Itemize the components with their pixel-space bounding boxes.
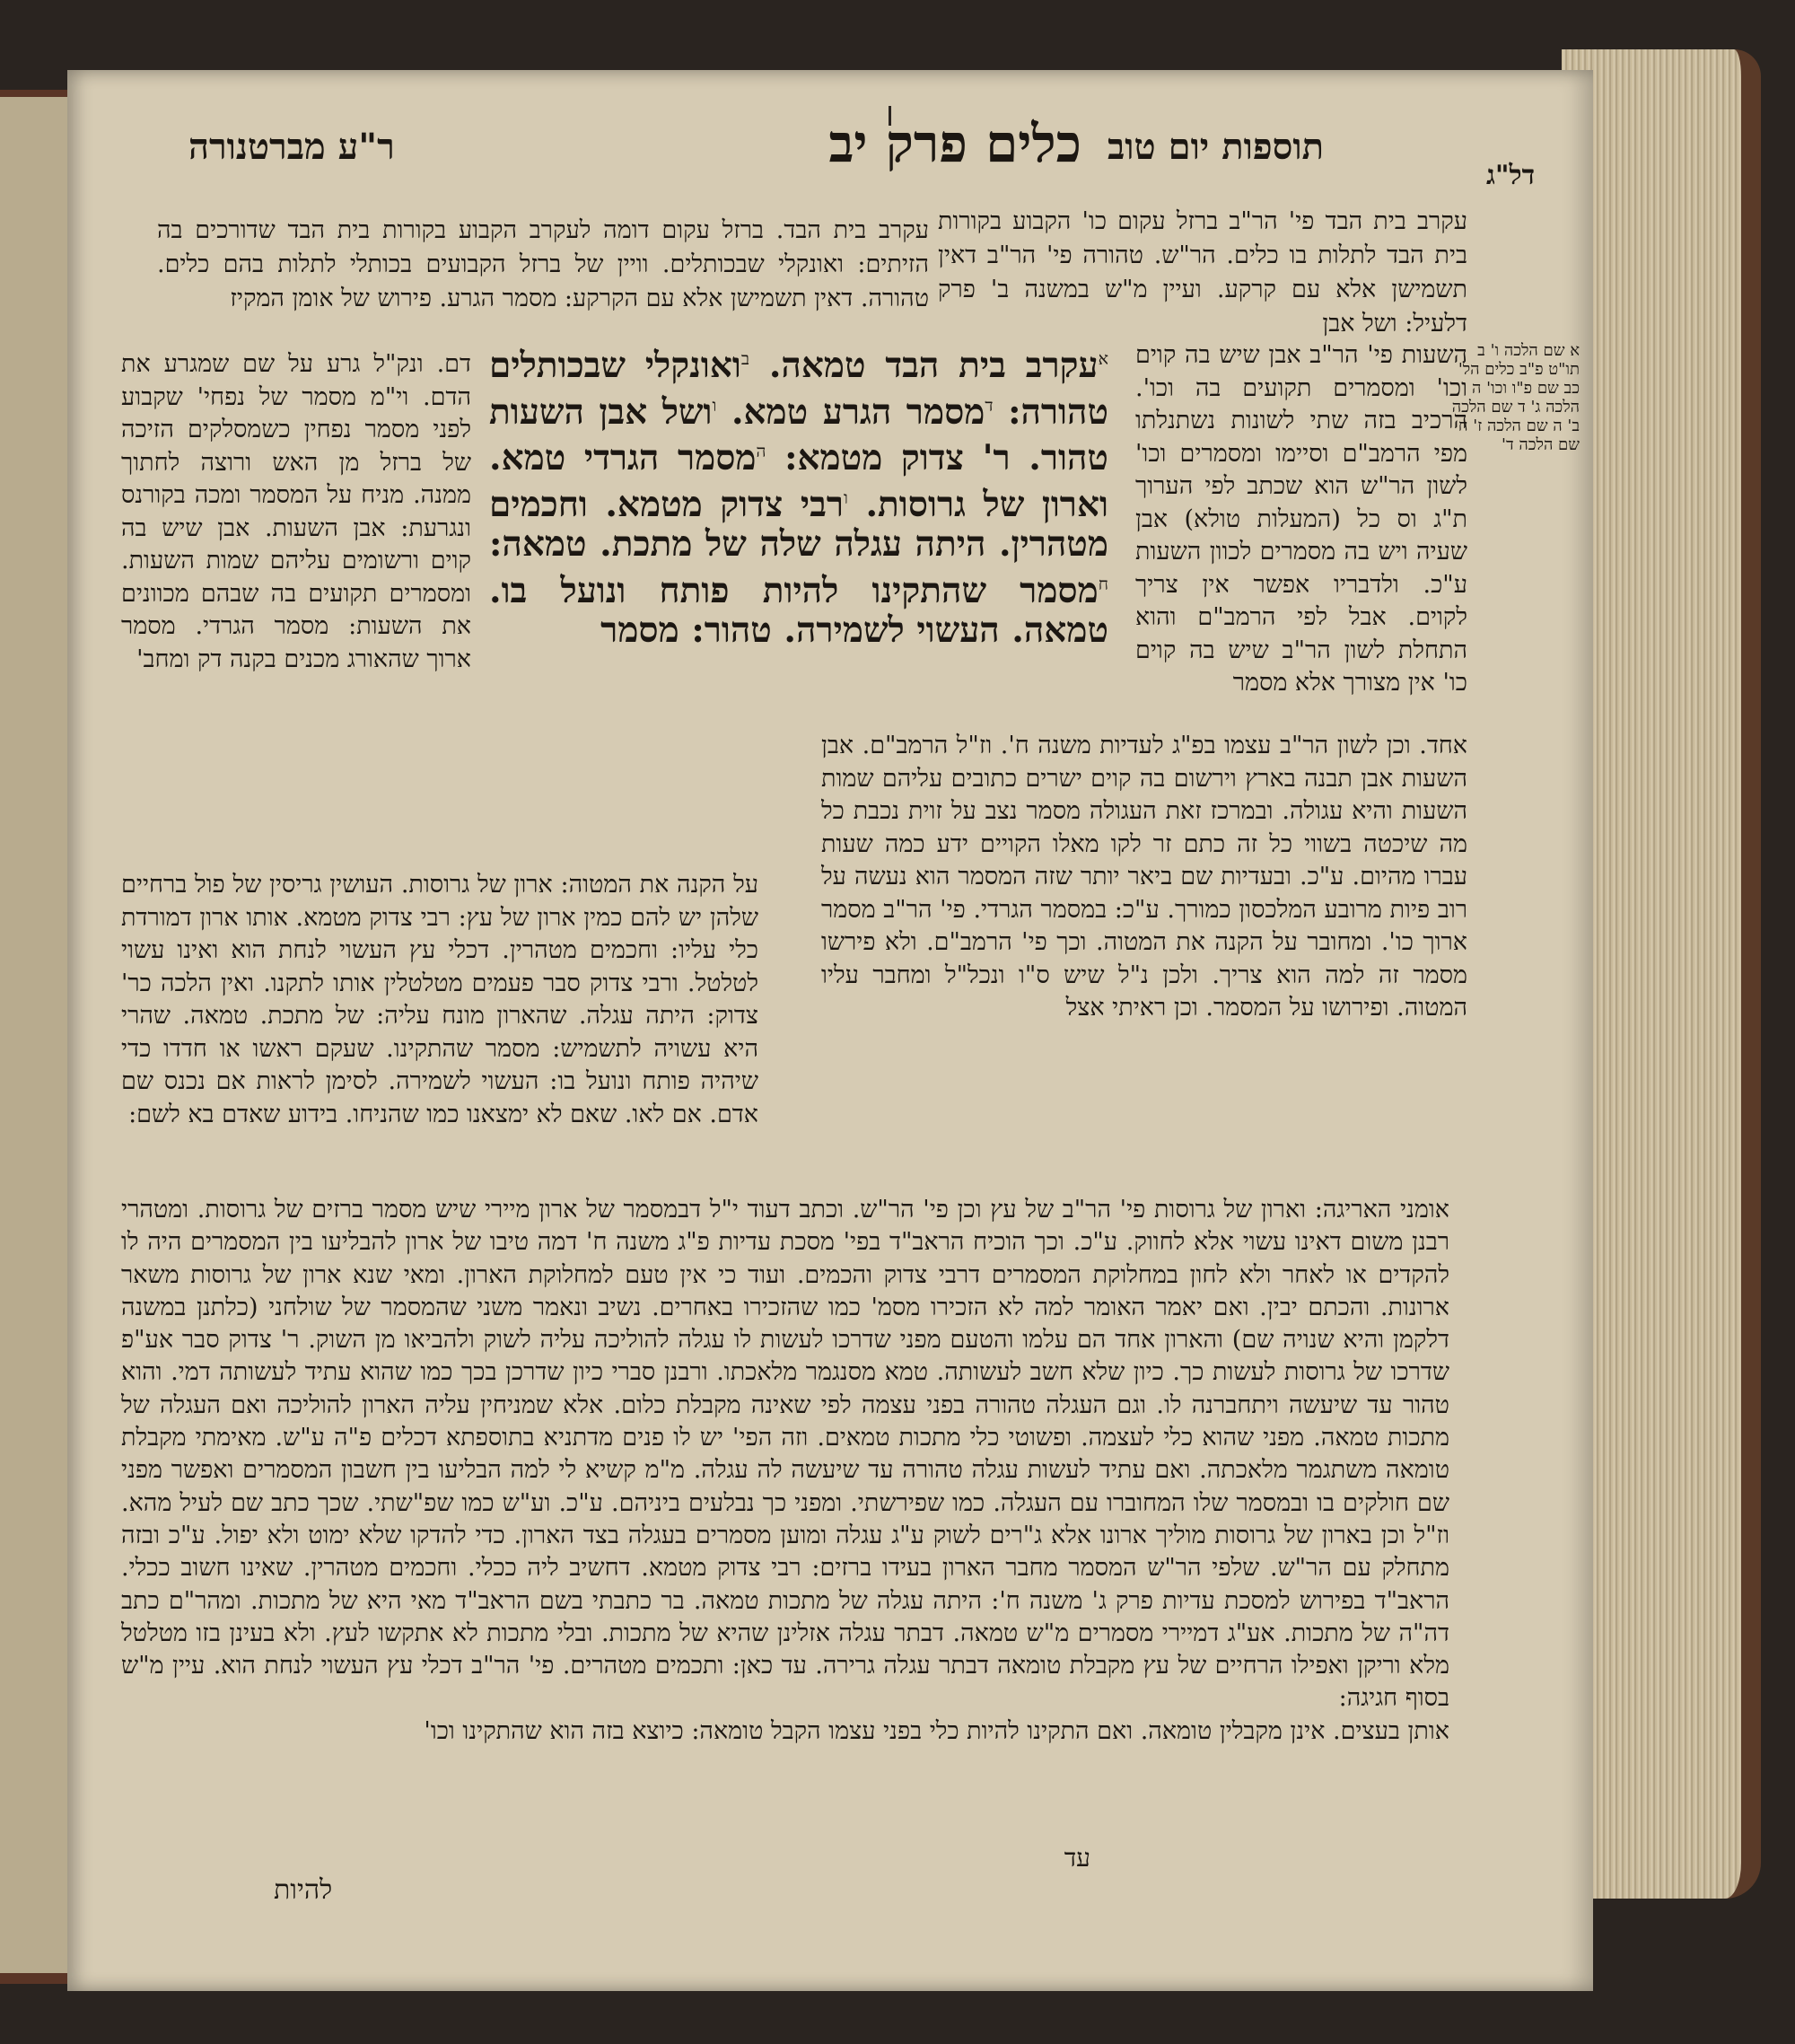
bartenura-top <box>157 214 929 316</box>
right-tag: דל"ג <box>1486 160 1535 191</box>
mishnah-ref-6: ו <box>844 487 848 508</box>
tosafot-bottom <box>121 1194 1449 1885</box>
mishnah-ref-3: ד <box>985 395 994 416</box>
bartenura-top-text: עקרב בית הבד. ברזל עקום דומה לעקרב הקבוע בקורות בית הבד שדורכים בה הזיתים: ואונקלי שבכותלים. וויין של ברזל הקבועים בכותלי לתלות בהם כלים. טהורה. דאין תשמישן אלא עם הקרקע: מסמר הגרע. פירוש של אומן המקיז <box>157 216 929 312</box>
mishnah-text <box>489 339 1108 761</box>
bartenura-title: ר"ע מברטנורה <box>188 126 395 168</box>
mishnah-ref-2: ב <box>740 349 750 369</box>
mishnah-segment-3: מסמר הגרע טמא. <box>731 390 985 433</box>
bartenura-column-text: דם. ונק"ל גרע על שם שמגרע את הדם. וי"מ מסמר של נפחי' שקבוע לפני מסמר נפחין כשמסלקים הזיכה של ברזל מן האש ורוצה לחתוך ממנה. מניח על המסמר ומכה בקורנס ונגרעת: אבן השעות. אבן שיש בה קוים ורשומים עליהם שמות השעות. ומסמרים תקועים בה שבהם מכוונים את השעות: מסמר הגרדי. מסמר ארוך שהאורג מכנים בקנה דק ומחב' <box>121 350 471 673</box>
bartenura-middle-text: על הקנה את המטוה: ארון של גרוסות. העושין גריסין של פול ברחיים שלהן יש להם כמין ארון של עץ: רבי צדוק מטמא. אותו ארון דמורדת כלי עליו: וחכמים מטהרין. דכלי עץ העשוי לנחת הוא ואינו עשוי לטלטל. ורבי צדוק סבר פעמים מטלטלין אותו לתקנו. ואין הלכה כר' צדוק: היתה עגלה. שהארון מונח עליה: של מתכת. טמאה. שהרי היא עשויה לתשמיש: מסמר שהתקינו. שעקם ראשו או חדדו כדי שיהיה פותח ונועל בו: העשוי לשמירה. לסימן לראות אם נכנס שם אדם. אם לאו. שאם לא ימצאנו כמו שהניחו. בידוע שאדם בא לשם: <box>121 871 758 1128</box>
tosafot-middle <box>821 730 1467 1188</box>
margin-notes-text: א שם הלכה ו' ב תו"ט פ"ב כלים הל' כב שם פ"ו וכו' ה הלכה ג' ד שם הלכה ב' ה שם הלכה ז' ח שם הלכה ד' <box>1451 341 1580 454</box>
tosafot-top <box>938 205 1467 341</box>
mishnah-ref-4: ו <box>712 395 717 416</box>
bartenura-catchword: עד <box>1064 1843 1090 1873</box>
mishnah-segment-6: רבי צדוק מטמא. וחכמים מטהרין. היתה עגלה שלה של מתכת. טמאה: <box>489 483 1108 565</box>
mishnah-ref-5: ה <box>756 442 766 461</box>
margin-notes <box>1445 341 1580 454</box>
mishnah-segment-7: מסמר שהתקינו להיות פותח ונועל בו. טמאה. העשוי לשמירה. טהור: <box>489 569 1108 651</box>
facing-page-edge <box>0 97 74 1973</box>
chapter-title: כלים פרק יב <box>828 113 1081 174</box>
bartenura-column <box>121 348 471 860</box>
mishnah-ref-1: א <box>1098 349 1109 369</box>
tosafot-top-text: עקרב בית הבד פי' הר"ב ברזל עקום כו' הקבוע בקורות בית הבד לתלות בו כלים. הר"ש. טהורה פי' הר"ב דאין תשמישן אלא עם קרקע. ועיין מ"ש במשנה ב' פרק דלעיל: ושל אבן <box>938 207 1467 338</box>
tosafot-middle-text: אחד. וכן לשון הר"ב עצמו בפ"ג לעדיות משנה ח'. וז"ל הרמב"ם. אבן השעות אבן תבנה בארץ וירשום בה קוים ישרים כתובים עליהם שמות השעות והיא עגולה. ובמרכז זאת העגולה מסמר נצב על זוית נכבת כל מה שיכטה בשווי כל זה כתם זר לקו מאלו הקויים ידע כמה שעות עברו מהיום. ע"כ. ובעדיות שם ביאר יותר שזה המסמר הוא נעשה על רוב פיות מרובע המלכסון כמורך. ע"כ: במסמר הגרדי. פי' הר"ב מסמר ארוך כו'. ומחובר על הקנה את המטוה. וכך פי' הרמב"ם. ולא פירשו מסמר זה למה הוא צריך. ולכן נ"ל שיש ס"ו ונכל"ל ומחבר עליו המטוה. ופירושו על המסמר. וכן ראיתי אצל <box>821 732 1467 1022</box>
mishnah-segment-1: עקרב בית הבד טמאה. <box>768 345 1099 386</box>
mishnah-catchword: מסמר <box>600 610 679 651</box>
bartenura-bottom-text: אותן בעצים. אינן מקבלין טומאה. ואם התקינו להיות כלי בפני עצמו הקבל טומאה: כיוצא בזה הוא שהתקינו וכו' <box>424 1716 1449 1745</box>
mishnah-segment-4: ושל אבן השעות טהור. ר' צדוק מטמא: <box>489 390 1108 478</box>
bartenura-middle <box>121 869 758 1165</box>
book-page <box>67 70 1593 1991</box>
running-title: תוספות יום טוב <box>1108 126 1324 168</box>
mishnah-segment-5: מסמר הגרדי טמא. וארון של גרוסות. <box>489 437 1108 525</box>
mishnah-segment-2: ואונקלי שבכותלים טהורה: <box>489 345 1109 433</box>
tosafot-bottom-text: אומני האריגה: וארון של גרוסות פי' הר"ב של עץ וכן פי' הר"ש. וכתב דעוד י"ל דבמסמר של ארון מיירי שיש מסמר ברזים של גרוסות. ומטהרי רבנן משום דאינו עשוי אלא לחווק. ע"כ. וכך הוכיח הראב"ד בפי' מסכת עדיות פ"ג משנה ח' דמה טיבו של ארון להבליעו בין המסמרים היה לו להקדים או לאחר ולא לחון במחלוקת המסמרים דרבי צדוק והכמים. ועוד כי אין טעם למחלוקת הארון. ומאי שנא ארון של גרוסות משאר ארונות. והכתם יבין. ואם יאמר האומר למה לא הזכירו מסמ' כמו שהזכירו באחרים. נשיב ונאמר משני שהמסמר של שולחני (כלתנן במשנה דלקמן והיא שנויה שם) והארון אחד הם עלמו והטעם מפני שדרכו לעשות לו עגלה להוליכה עליה לשוק ולהביאו מן השוק. ר' צדוק סבר אע"פ שדרכו של גרוסות לעשות כך. כיון שלא חשב לעשותה. טמא מסנגמר מלאכתו. ורבנן סברי כיון שדרכן בכך כמו שהוא עתיד לעשותה דמי. והוא טהור עד שיעשה ויתחברנה לו. וגם העגלה טהורה בפני עצמה לפי שאינה מקבלת כלום. אלא שמניחין עליה הארון להוליכה ואם העגלה של מתכות טמאה. מפני שהוא כלי לעצמה. ופשוטי כלי מתכות טמאים. וזה הפי' יש לו פנים מדתניא בתוספתא דכלים פ"ה ע"ש. מאימתי מקבלת טומאה משתגמר מלאכתה. ואם עתיד לעשות עגלה טהורה עד שיעשה לה עגלה. מ"מ קשיא לי למה הבליעו בין חשבון המסמרים ואפשר מפני שם חולקים בו ובמסמר שלו המחוברו עם העגלה. כמו שפירשתי. ומפני כך נבלעים ביניהם. ע"כ. וע"ש כמו שפ"שתי. שכך כתב שם לעיל מהא. וז"ל וכן בארון של גרוסות מוליך ארונו אלא ג"רים לשוק ע"ג עגלה ומוען מסמרים בעגלה בצד הארון. כדי להדקו שלא ימוט ולא יפול. ע"כ ובזה מתחלק עם הר"ש. שלפי הר"ש המסמר מחבר הארון בעידו ברזים: רבי צדוק מטמא. דחשיב ליה ככלי. וחכמים מטהרין. שאינו חשוב ככלי. הראב"ד בפירוש למסכת עדיות פרק ג' משנה ח': היתה עגלה של מתכות טמאה. בר כתבתי בשם הראב"ד מאי היא של מתכות. ומהר"ם כתב דה"ה של מתכות. אע"ג דמיירי מסמרים מ"ש טמאה. דבתר עגלה אזלינן שהיא של מתכות. ובלי מתכות לא אתקשו לעץ. ולא בעינן בזו מטלטל מלא וריקן ואפילו הרחיים של עץ מקבלת טומאה דבתר עגלה גרירה. עד כאן: ותכמים מטהרים. פי' הר"ב דכלי עץ העשוי לנחת הוא. עיין מ"ש בסוף חגיגה: <box>121 1196 1449 1713</box>
page-catchword: להיות <box>274 1874 333 1906</box>
mishnah-ref-7: ח <box>1098 574 1108 594</box>
tosafot-right-text: השעות פי' הר"ב אבן שיש בה קוים וכו' ומסמרים תקועים בה וכו'. הרכיב בזה שתי לשונות נשתנלתו מפי הרמב"ם וסיימו ומסמרים וכו' לשון הר"ש הוא שכתב לפי הערוך ת"ג וס כל (המעלות טולא) אבן שעיה ויש בה מסמרים לכוון השעות ע"כ. ולדבריו אפשר אין צריך לקוים. אבל לפי הרמב"ם והוא התחלת לשון הר"ב שיש בה קוים כו' אין מצורך אלא מסמר <box>1135 341 1467 697</box>
